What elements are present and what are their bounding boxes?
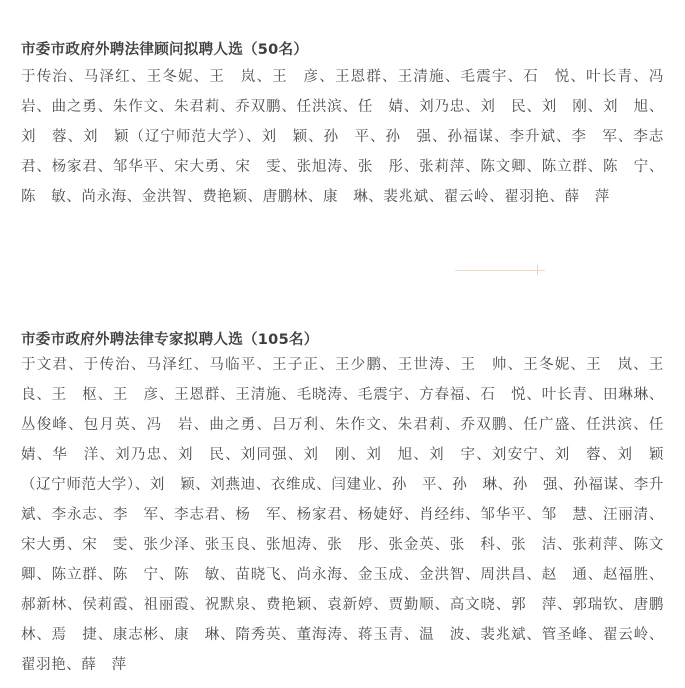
candidate-list-legal-experts: 于文君、于传治、马泽红、马临平、王子正、王少鹏、王世涛、王 帅、王冬妮、王 岚、王 良、王 枢、王 彦、王恩群、王清施、毛晓涛、毛震宇、方春福、石 悦、叶长青、田琳琳、丛俊峰、包月英、冯 岩、曲之勇、吕万利、朱作文、朱君莉、乔双鹏、任广盛、任洪滨、任 婧、华 洋、刘乃忠、刘 民、刘同强、刘 刚、刘 旭、刘 宇、刘安宁、刘 蓉、刘 颖（辽宁师范大学）、刘 颖、刘燕迪、衣维成、闫建业、孙 平、孙 琳、孙 强、孙福谋、李升斌、李永志、李 军、李志君、杨 军、杨家君、杨婕妤、肖经纬、邹华平、邹 慧、汪丽清、宋大勇、宋 雯、张少泽、张玉良、张旭涛、张 彤、张金英、张 科、张 洁、张莉萍、陈文卿、陈立群、陈 宁、陈 敏、苗晓飞、尚永海、金玉成、金洪智、周洪昌、赵 通、赵福胜、郝新林、侯莉霞、祖丽霞、祝默泉、费艳颖、袁新婷、贾勤顺、高文晓、郭 萍、郭瑞钦、唐鹏林、焉 捷、康志彬、康 琳、隋秀英、董海涛、蒋玉青、温 波、裴兆斌、管圣峰、翟云岭、翟羽艳、薛 萍 (21, 357, 680, 673)
candidate-list-legal-advisers: 于传治、马泽红、王冬妮、王 岚、王 彦、王恩群、王清施、毛震宇、石 悦、叶长青、冯 岩、曲之勇、朱作文、朱君莉、乔双鹏、任洪滨、任 婧、刘乃忠、刘 民、刘 刚、刘 旭、刘 蓉、刘 颖（辽宁师范大学）、刘 颖、孙 平、孙 强、孙福谋、李升斌、李 军、李志君、杨家君、邹华平、宋大勇、宋 雯、张旭涛、张 彤、张莉萍、陈文卿、陈立群、陈 宁、陈 敏、尚永海、金洪智、费艳颖、唐鹏林、康 琳、裴兆斌、翟云岭、翟羽艳、薛 萍 (21, 69, 680, 205)
divider-line (455, 270, 545, 271)
decorative-divider (455, 269, 545, 271)
divider-cross-mark (537, 265, 538, 275)
section-title-legal-experts: 市委市政府外聘法律专家拟聘人选（105名） (21, 332, 319, 348)
section-title-legal-advisers: 市委市政府外聘法律顾问拟聘人选（50名） (21, 42, 309, 58)
